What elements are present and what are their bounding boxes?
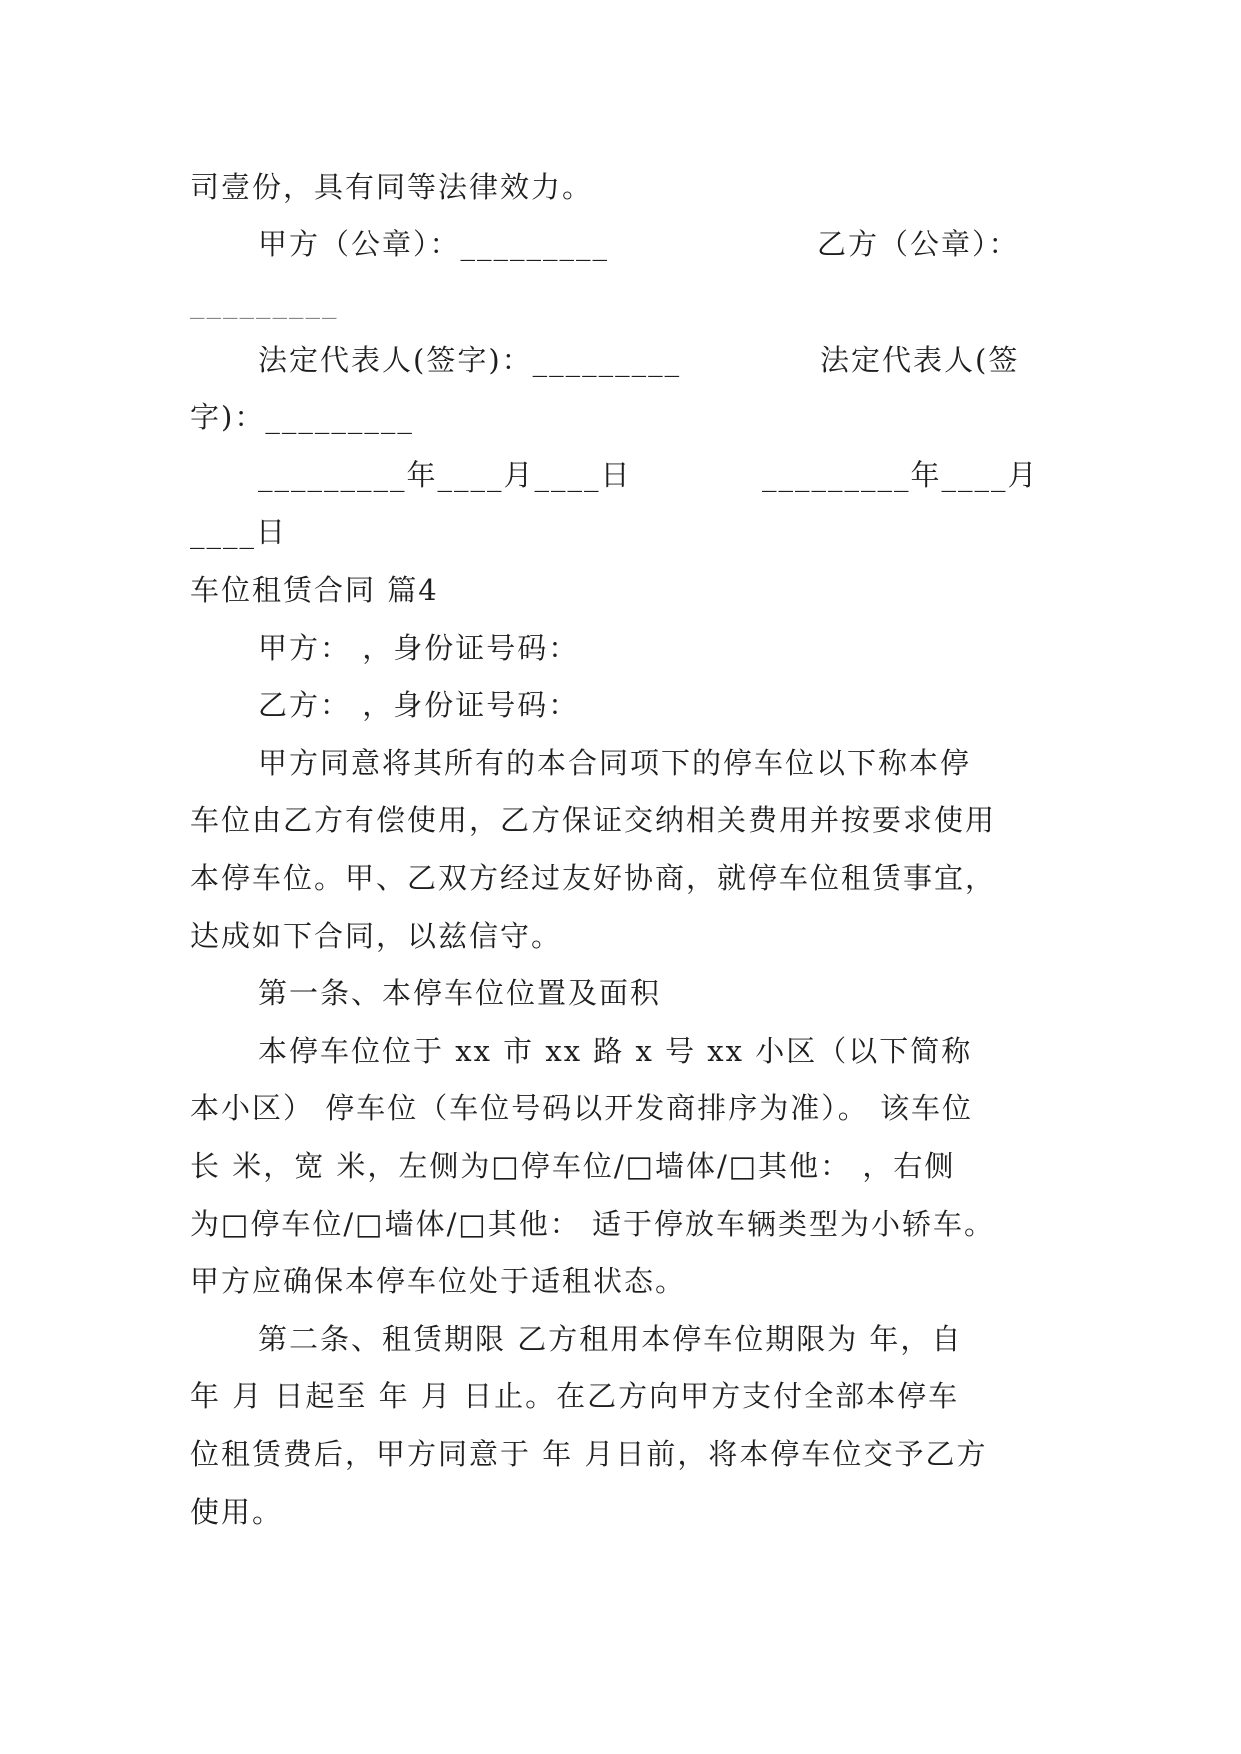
- paragraph-line: 本小区） 停车位（车位号码以开发商排序为准）。 该车位: [190, 1091, 973, 1125]
- date-party-a: _________年____月____日: [258, 458, 632, 492]
- date-party-b: _________年____月: [762, 458, 1039, 492]
- paragraph-line: 为□停车位/□墙体/□其他： 适于停放车辆类型为小轿车。: [190, 1207, 995, 1241]
- signature-party-a-rep: 法定代表人(签字)：_________: [258, 343, 682, 377]
- text-line: ____日: [190, 515, 288, 549]
- paragraph-line: 车位由乙方有偿使用，乙方保证交纳相关费用并按要求使用: [190, 803, 997, 837]
- paragraph-line: 位租赁费后，甲方同意于 年 月日前，将本停车位交予乙方: [190, 1437, 988, 1471]
- paragraph-line: 年 月 日起至 年 月 日止。在乙方向甲方支付全部本停车: [190, 1379, 960, 1413]
- section-heading: 车位租赁合同 篇4: [190, 573, 439, 607]
- text-line: 司壹份，具有同等法律效力。: [190, 170, 594, 204]
- text-line: 甲方： ，身份证号码：: [258, 631, 580, 665]
- text-line: 乙方： ，身份证号码：: [258, 688, 580, 722]
- paragraph-line: 本停车位。甲、乙双方经过友好协商，就停车位租赁事宜，: [190, 861, 997, 895]
- signature-party-a-seal: 甲方（公章）：_________: [258, 227, 610, 261]
- paragraph-line: 本停车位位于 xx 市 xx 路 x 号 xx 小区（以下简称: [258, 1034, 973, 1068]
- clause-heading: 第一条、本停车位位置及面积: [258, 976, 662, 1010]
- text-line: 字)：_________: [190, 400, 414, 434]
- paragraph-line: 甲方同意将其所有的本合同项下的停车位以下称本停: [258, 746, 972, 780]
- signature-blank: _________: [190, 285, 339, 319]
- paragraph-line: 甲方应确保本停车位处于适租状态。: [190, 1264, 687, 1298]
- paragraph-line: 达成如下合同，以兹信守。: [190, 919, 563, 953]
- signature-party-b-seal: 乙方（公章）：: [817, 227, 1020, 261]
- paragraph-line: 长 米，宽 米，左侧为□停车位/□墙体/□其他： ，右侧: [190, 1149, 956, 1183]
- signature-party-b-rep: 法定代表人(签: [820, 343, 1020, 377]
- paragraph-line: 第二条、租赁期限 乙方租用本停车位期限为 年，自: [258, 1322, 963, 1356]
- paragraph-line: 使用。: [190, 1495, 284, 1529]
